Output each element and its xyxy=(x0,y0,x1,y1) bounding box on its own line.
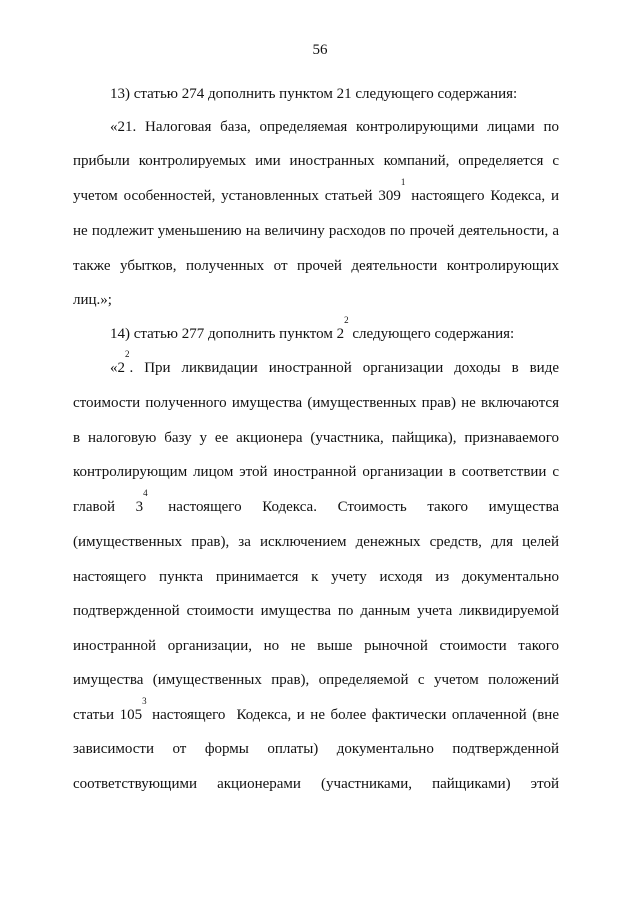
paragraph-line: настоящего пункта принимается к учету исходя из документально xyxy=(73,569,559,585)
word: имущества xyxy=(488,499,559,515)
word: (участниками, xyxy=(321,776,412,792)
paragraph-line: также убытков, полученных от прочей деятельности контролирующих xyxy=(73,258,559,274)
text-run: 14) статью 277 дополнить пунктом 2 xyxy=(110,326,345,342)
word: Стоимость xyxy=(337,499,407,515)
text-run: 3 xyxy=(135,499,144,515)
paragraph-line: не подлежит уменьшению на величину расходов по прочей деятельности, а xyxy=(73,223,559,239)
paragraph-line xyxy=(73,774,559,794)
paragraph-line xyxy=(73,177,560,206)
word xyxy=(135,488,148,517)
superscript: 2 xyxy=(125,349,130,359)
paragraph-line: контролирующим лицом этой иностранной организации в соответствии с xyxy=(73,464,559,480)
paragraph-line: подтвержденной стоимости имущества по данным учета ликвидируемой xyxy=(73,603,559,619)
paragraph-line: имущества (имущественных прав), определяемой с учетом положений xyxy=(73,672,559,688)
paragraph-line xyxy=(110,349,559,378)
word: оплаты) xyxy=(267,741,319,757)
word: такого xyxy=(427,499,469,515)
paragraph-line: стоимости полученного имущества (имущественных прав) не включаются xyxy=(73,395,559,411)
text-run: статьи 105 xyxy=(73,707,143,723)
word: Кодекса. xyxy=(262,499,317,515)
superscript: 4 xyxy=(143,488,148,498)
paragraph-line: «21. Налоговая база, определяемая контролирующими лицами по xyxy=(110,119,559,135)
word: формы xyxy=(204,741,249,757)
item-13-heading: 13) статью 274 дополнить пунктом 21 следующего содержания: xyxy=(110,86,518,102)
text-run: «2 xyxy=(110,360,125,376)
word: этой xyxy=(530,776,559,792)
word: настоящего xyxy=(168,499,242,515)
item-14-heading xyxy=(110,315,559,344)
text-run: следующего содержания: xyxy=(348,326,515,342)
paragraph-line: (имущественных прав), за исключением денежных средств, для целей xyxy=(73,534,559,550)
word: акционерами xyxy=(217,776,301,792)
text-run: . При ликвидации иностранной организации доходы в виде xyxy=(129,360,559,376)
paragraph-line xyxy=(73,739,559,759)
paragraph-line: прибыли контролируемых ими иностранных компаний, определяется с xyxy=(73,153,559,169)
text-run: настоящего Кодекса, и не более фактически оплаченной (вне xyxy=(146,707,559,723)
paragraph-line: иностранной организации, но не выше рыночной стоимости такого xyxy=(73,638,559,654)
superscript: 2 xyxy=(344,315,349,325)
superscript: 3 xyxy=(142,696,147,706)
word: соответствующими xyxy=(73,776,197,792)
word: зависимости xyxy=(73,741,154,757)
paragraph-line xyxy=(73,696,559,725)
text-run: учетом особенностей, установленных статьей 309 xyxy=(73,188,401,204)
word: пайщиками) xyxy=(432,776,511,792)
page-number: 56 xyxy=(312,42,328,58)
word: подтвержденной xyxy=(452,741,559,757)
paragraph-line xyxy=(73,488,559,517)
paragraph-line: в налоговую базу у ее акционера (участника, пайщика), признаваемого xyxy=(73,430,559,446)
word: главой xyxy=(73,499,116,515)
paragraph-line: лиц.»; xyxy=(73,292,112,308)
text-run: настоящего Кодекса, и xyxy=(405,188,560,204)
word: от xyxy=(172,741,187,757)
superscript: 1 xyxy=(400,177,406,187)
word: документально xyxy=(336,741,434,757)
